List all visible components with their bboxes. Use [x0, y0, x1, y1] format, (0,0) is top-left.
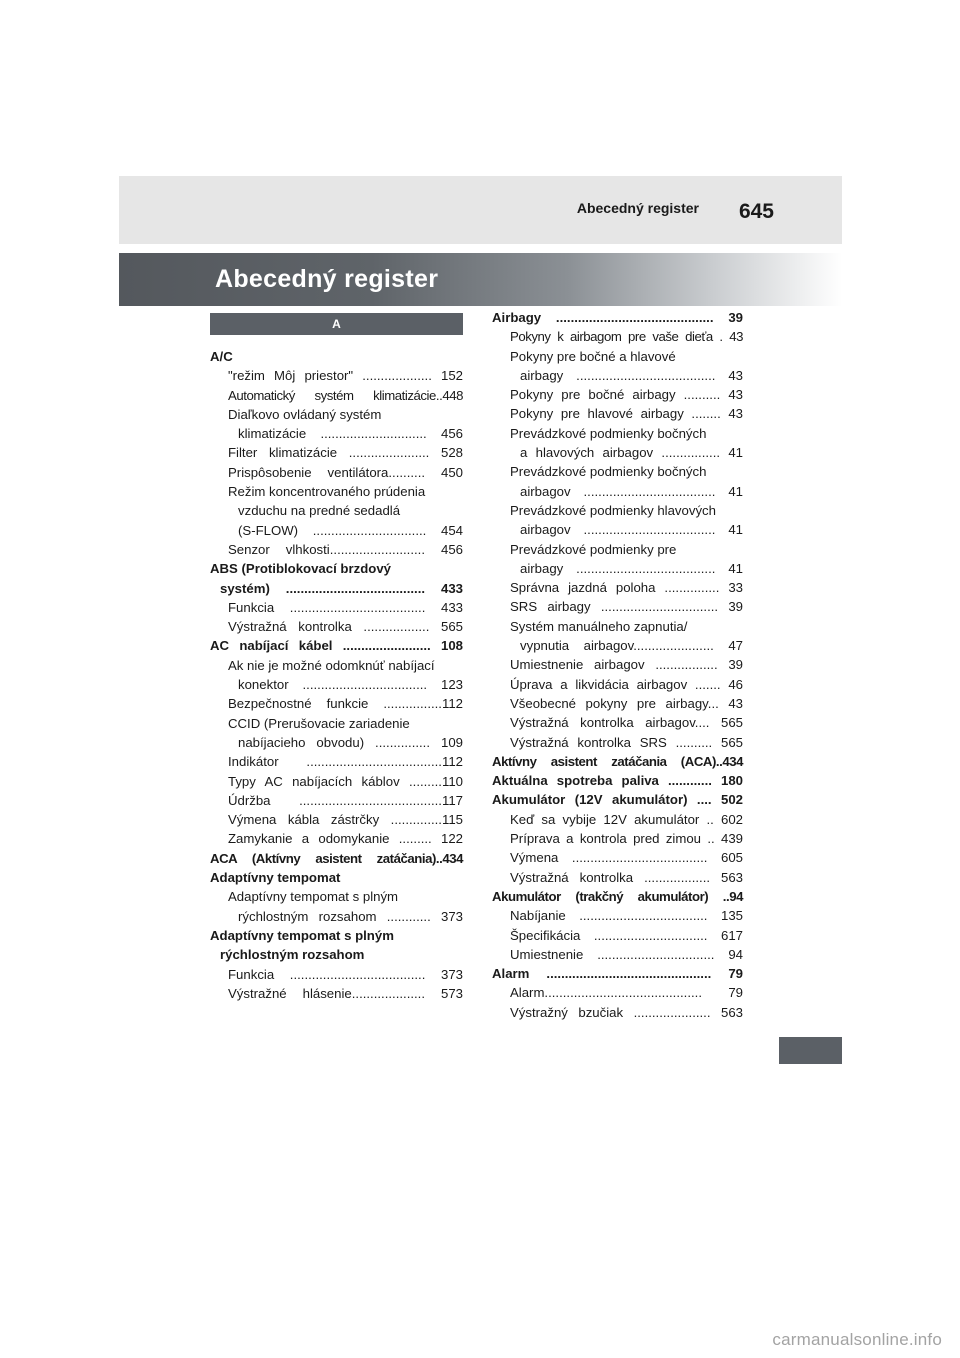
index-subentry: Pokyny k airbagom pre vaše dieťa . 43 [510, 329, 743, 345]
index-subentry: Výstražná kontrolka airbagov.... 565 [510, 715, 743, 731]
index-entry: ABS (Protiblokovací brzdový [210, 561, 391, 577]
index-entry: systém) ...................................... 433 [220, 580, 463, 596]
index-subentry: Režim koncentrovaného prúdenia [228, 484, 426, 500]
section-letter-band: A [210, 313, 463, 335]
index-subentry: Typy AC nabíjacích káblov .........110 [228, 773, 463, 789]
index-subentry: (S-FLOW) ............................... 454 [238, 522, 463, 538]
index-subentry: rýchlostným rozsahom ............ 373 [238, 908, 463, 924]
index-subentry: Prevádzkové podmienky bočných [510, 464, 707, 480]
index-entry: Aktuálna spotreba paliva ............ 180 [492, 773, 743, 789]
index-subentry: Keď sa vybije 12V akumulátor .. 602 [510, 811, 743, 827]
index-column-left [210, 313, 463, 1003]
index-entry: rýchlostným rozsahom [220, 947, 365, 963]
index-subentry: Výmena ..................................... 605 [510, 850, 743, 866]
index-subentry: CCID (Prerušovacie zariadenie [228, 715, 410, 731]
index-entry: Airbagy ........................................... 39 [492, 310, 743, 325]
index-subentry: vypnutia airbagov...................... 47 [520, 638, 743, 654]
index-subentry: nabíjacieho obvodu) ............... 109 [238, 734, 463, 750]
index-subentry: Údržba .......................................117 [228, 792, 463, 808]
index-subentry: airbagy ...................................... 41 [520, 560, 743, 576]
index-subentry: Všeobecné pokyny pre airbagy... 43 [510, 695, 743, 711]
index-subentry: vzduchu na predné sedadlá [238, 503, 401, 519]
index-subentry: Výstražná kontrolka SRS .......... 565 [510, 734, 743, 750]
index-subentry: Výstražná kontrolka .................. 565 [228, 619, 463, 635]
index-entry: Alarm ............................................. 79 [492, 966, 743, 982]
index-subentry: Funkcia ..................................... 433 [228, 599, 463, 615]
index-subentry: Prevádzkové podmienky bočných [510, 425, 707, 441]
index-subentry: Umiestnenie ................................ 94 [510, 946, 743, 962]
index-subentry: airbagov .................................... 41 [520, 483, 743, 499]
index-subentry: Automatický systém klimatizácie..448 [228, 387, 463, 403]
index-column-right [492, 308, 743, 1022]
index-subentry: Úprava a likvidácia airbagov ....... 46 [510, 676, 743, 692]
index-subentry: Prevádzkové podmienky pre [510, 541, 677, 557]
header-band [119, 176, 842, 244]
index-entry: A/C [210, 349, 233, 364]
index-subentry: Výstražné hlásenie.................... 573 [228, 985, 463, 1001]
page-title: Abecedný register [215, 265, 439, 293]
index-subentry: konektor .................................. 123 [238, 677, 463, 693]
index-entry: Adaptívny tempomat [210, 870, 341, 886]
index-subentry: SRS airbagy ................................ 39 [510, 599, 743, 615]
index-subentry: Výmena kábla zástrčky ..............115 [228, 812, 463, 828]
index-subentry: Systém manuálneho zapnutia/ [510, 618, 688, 634]
index-subentry: Indikátor .....................................112 [228, 754, 463, 770]
index-subentry: airbagy ...................................... 43 [520, 367, 743, 383]
index-subentry: Výstražný bzučiak ..................... 563 [510, 1004, 743, 1020]
index-entry: ACA (Aktívny asistent zatáčania)..434 [210, 850, 463, 866]
index-subentry: "režim Môj priestor" ................... 152 [228, 368, 463, 384]
index-subentry: Prevádzkové podmienky hlavových [510, 502, 716, 518]
index-subentry: Príprava a kontrola pred zimou .. 439 [510, 831, 743, 847]
index-subentry: Pokyny pre bočné airbagy .......... 43 [510, 387, 743, 403]
index-entry: Akumulátor (12V akumulátor) .... 502 [492, 792, 743, 808]
index-subentry: Funkcia ..................................... 373 [228, 966, 463, 982]
index-subentry: Bezpečnostné funkcie ................112 [228, 696, 463, 712]
index-subentry: a hlavových airbagov ................ 41 [520, 445, 743, 461]
index-subentry: klimatizácie ............................. 456 [238, 426, 463, 442]
header-section-title: Abecedný register [576, 200, 699, 216]
index-subentry: Filter klimatizácie ...................... 528 [228, 445, 463, 461]
watermark: carmanualsonline.info [772, 1330, 942, 1349]
page-number: 645 [738, 200, 774, 223]
index-subentry: Adaptívny tempomat s plným [228, 889, 399, 905]
index-entry: AC nabíjací kábel ........................ 108 [210, 638, 463, 654]
index-entry: Aktívny asistent zatáčania (ACA)..434 [492, 753, 743, 769]
title-banner [119, 253, 842, 306]
index-subentry: Nabíjanie ................................... 135 [510, 908, 743, 924]
index-subentry: Ak nie je možné odomknúť nabíjací [228, 657, 435, 673]
index-entry: Adaptívny tempomat s plným [210, 927, 394, 943]
index-subentry: airbagov .................................... 41 [520, 522, 743, 538]
index-subentry: Správna jazdná poloha ............... 33 [510, 580, 743, 596]
side-thumb-tab [779, 1037, 842, 1064]
index-subentry: Alarm........................................... 79 [510, 985, 743, 1001]
index-subentry: Diaľkovo ovládaný systém [228, 406, 382, 422]
index-subentry: Pokyny pre hlavové airbagy ........ 43 [510, 406, 743, 422]
index-subentry: Prispôsobenie ventilátora.......... 450 [228, 464, 463, 480]
index-entry: Akumulátor (trakčný akumulátor) ..94 [492, 888, 743, 904]
index-subentry: Výstražná kontrolka .................. 563 [510, 869, 743, 885]
index-subentry: Pokyny pre bočné a hlavové [510, 348, 676, 364]
index-subentry: Senzor vlhkosti.......................... 456 [228, 541, 463, 557]
index-subentry: Umiestnenie airbagov ................. 39 [510, 657, 743, 673]
index-subentry: Zamykanie a odomykanie ......... 122 [228, 831, 463, 847]
index-subentry: Špecifikácia ............................... 617 [510, 927, 743, 943]
